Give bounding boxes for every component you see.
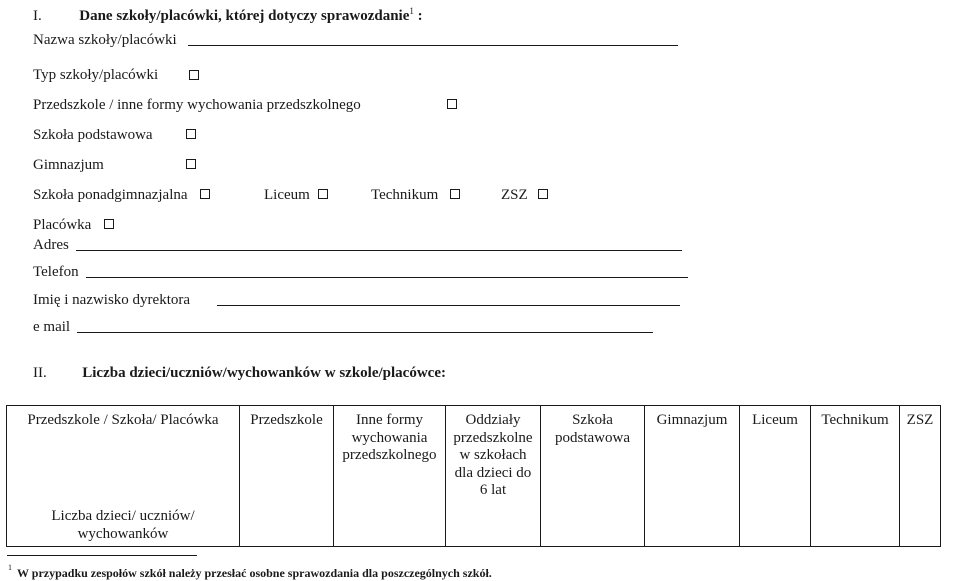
preschool-label: Przedszkole / inne formy wychowania przedszkolnego xyxy=(33,97,361,113)
table-header: Przedszkole / Szkoła/ Placówka xyxy=(27,412,219,428)
section-1-title: Dane szkoły/placówki, której dotyczy sprawozdanie xyxy=(79,8,410,24)
gymnasium-checkbox[interactable] xyxy=(186,159,196,169)
liceum-label: Liceum xyxy=(264,187,310,203)
placowka-checkbox[interactable] xyxy=(104,219,114,229)
technikum-label: Technikum xyxy=(371,187,439,203)
table-row xyxy=(7,406,941,547)
address-field[interactable] xyxy=(76,250,682,251)
table-header-cell xyxy=(7,406,240,547)
phone-label: Telefon xyxy=(33,264,79,280)
section-1-number: I. xyxy=(33,8,42,24)
section-1-heading xyxy=(33,7,423,24)
email-label: e mail xyxy=(33,319,71,335)
section-2-number: II. xyxy=(33,365,47,381)
col-zsz[interactable]: ZSZ xyxy=(900,406,941,547)
post-gymnasium-label: Szkoła ponadgimnazjalna xyxy=(33,187,188,203)
col-technikum[interactable]: Technikum xyxy=(811,406,900,547)
zsz-checkbox[interactable] xyxy=(538,189,548,199)
col-liceum[interactable]: Liceum xyxy=(740,406,811,547)
col-szkola-podstawowa[interactable]: Szkoła podstawowa xyxy=(541,406,645,547)
footnote-number: 1 xyxy=(8,563,12,572)
technikum-checkbox[interactable] xyxy=(450,189,460,199)
school-name-label: Nazwa szkoły/placówki xyxy=(33,32,177,48)
zsz-label: ZSZ xyxy=(501,187,528,203)
placowka-label: Placówka xyxy=(33,217,92,233)
director-field[interactable] xyxy=(217,305,680,306)
col-gimnazjum[interactable]: Gimnazjum xyxy=(645,406,740,547)
col-oddzialy[interactable]: Oddziały przedszkolne w szkołach dla dzieci do 6 lat xyxy=(446,406,541,547)
phone-field[interactable] xyxy=(86,277,688,278)
director-label: Imię i nazwisko dyrektora xyxy=(33,292,191,308)
table-row-label: Liczba dzieci/ uczniów/ wychowanków xyxy=(51,508,195,542)
post-gymnasium-checkbox[interactable] xyxy=(200,189,210,199)
section-1-colon: : xyxy=(417,8,423,24)
primary-school-checkbox[interactable] xyxy=(186,129,196,139)
preschool-checkbox[interactable] xyxy=(447,99,457,109)
school-type-checkbox[interactable] xyxy=(189,70,199,80)
liceum-checkbox[interactable] xyxy=(318,189,328,199)
school-type-label: Typ szkoły/placówki xyxy=(33,67,159,83)
email-field[interactable] xyxy=(77,332,653,333)
footnote-divider xyxy=(7,555,197,556)
primary-school-label: Szkoła podstawowa xyxy=(33,127,153,143)
section-2-heading xyxy=(33,366,446,381)
students-table xyxy=(6,405,941,547)
footnote-ref: 1 xyxy=(409,6,414,16)
school-name-field[interactable] xyxy=(188,45,678,46)
footnote-text: W przypadku zespołów szkół należy przesłać osobne sprawozdania dla poszczególnych szkół. xyxy=(17,566,492,580)
gymnasium-label: Gimnazjum xyxy=(33,157,104,173)
address-label: Adres xyxy=(33,237,69,253)
col-przedszkole[interactable]: Przedszkole xyxy=(240,406,334,547)
section-2-title: Liczba dzieci/uczniów/wychowanków w szkole/placówce: xyxy=(82,365,446,381)
col-inne-formy[interactable]: Inne formy wychowania przedszkolnego xyxy=(334,406,446,547)
